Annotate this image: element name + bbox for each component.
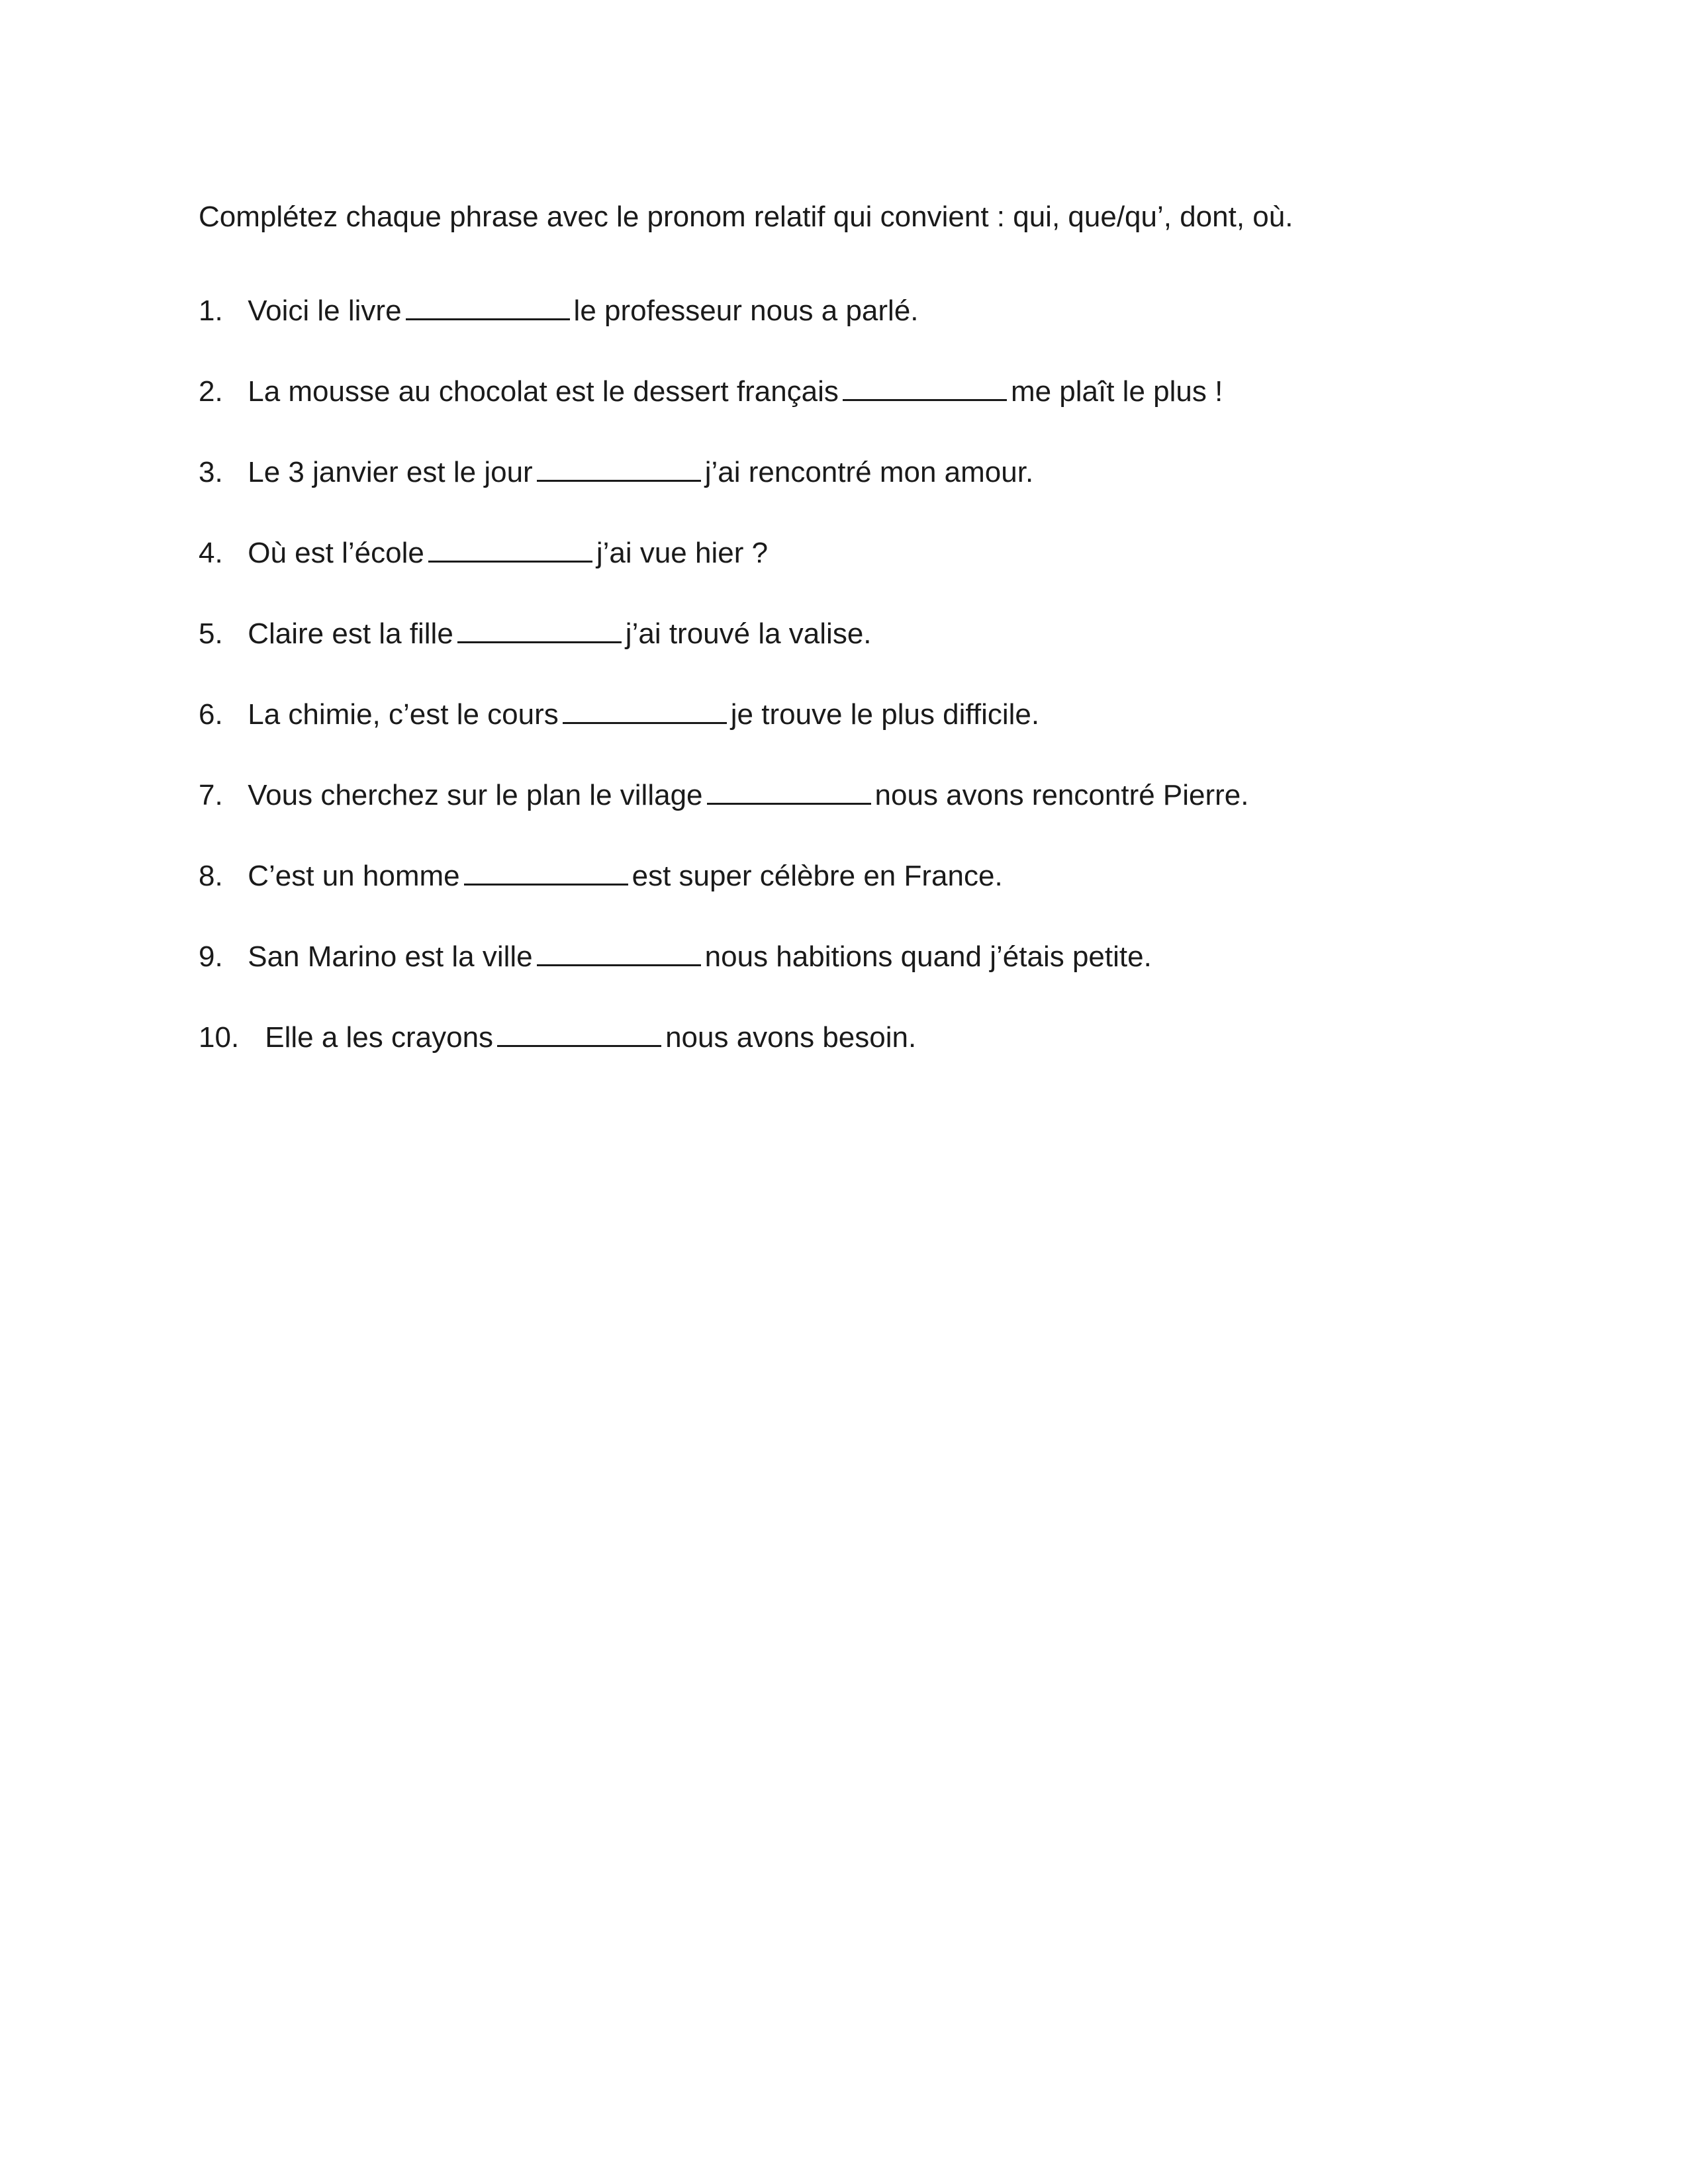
answer-blank[interactable] — [464, 854, 628, 886]
answer-blank[interactable] — [563, 693, 727, 724]
question-7 — [199, 774, 1523, 813]
question-text-after: j’ai trouvé la valise. — [625, 617, 872, 650]
answer-blank[interactable] — [537, 451, 701, 482]
question-text-after: j’ai rencontré mon amour. — [704, 456, 1034, 488]
answer-blank[interactable] — [428, 531, 592, 563]
question-text-before: San Marino est la ville — [248, 940, 533, 973]
question-text-after: je trouve le plus difficile. — [730, 698, 1040, 731]
question-number: 3. — [199, 456, 223, 488]
question-text-before: Elle a les crayons — [265, 1021, 494, 1054]
question-number: 7. — [199, 779, 223, 811]
question-text-before: Claire est la fille — [248, 617, 453, 650]
answer-blank[interactable] — [843, 370, 1007, 401]
question-text-before: La mousse au chocolat est le dessert français — [248, 375, 839, 408]
question-text-before: C’est un homme — [248, 860, 460, 892]
question-6 — [199, 693, 1523, 733]
question-1 — [199, 289, 1523, 329]
instructions: Complétez chaque phrase avec le pronom relatif qui convient : qui, que/qu’, dont, où. — [199, 201, 1293, 233]
question-5 — [199, 612, 1523, 652]
question-number: 2. — [199, 375, 223, 408]
question-text-after: nous habitions quand j’étais petite. — [704, 940, 1152, 973]
question-text-before: La chimie, c’est le cours — [248, 698, 559, 731]
question-text-after: nous avons rencontré Pierre. — [874, 779, 1249, 811]
question-number: 10. — [199, 1021, 240, 1054]
question-text-after: j’ai vue hier ? — [596, 537, 769, 569]
question-3 — [199, 451, 1523, 490]
question-number: 9. — [199, 940, 223, 973]
question-text-after: me plaît le plus ! — [1010, 375, 1223, 408]
question-number: 1. — [199, 295, 223, 327]
question-4 — [199, 531, 1523, 571]
question-text-after: est super célèbre en France. — [632, 860, 1003, 892]
question-text-after: nous avons besoin. — [665, 1021, 917, 1054]
question-number: 5. — [199, 617, 223, 650]
question-text-before: Vous cherchez sur le plan le village — [248, 779, 703, 811]
question-text-before: Le 3 janvier est le jour — [248, 456, 533, 488]
question-text-before: Où est l’école — [248, 537, 424, 569]
question-10 — [199, 1016, 1523, 1056]
question-text-before: Voici le livre — [248, 295, 402, 327]
answer-blank[interactable] — [537, 935, 701, 966]
answer-blank[interactable] — [497, 1016, 661, 1047]
question-number: 4. — [199, 537, 223, 569]
question-list — [199, 289, 1523, 1097]
question-9 — [199, 935, 1523, 975]
answer-blank[interactable] — [406, 289, 570, 320]
question-number: 6. — [199, 698, 223, 731]
question-8 — [199, 854, 1523, 894]
answer-blank[interactable] — [707, 774, 871, 805]
question-number: 8. — [199, 860, 223, 892]
question-2 — [199, 370, 1523, 410]
question-text-after: le professeur nous a parlé. — [573, 295, 919, 327]
answer-blank[interactable] — [457, 612, 622, 643]
